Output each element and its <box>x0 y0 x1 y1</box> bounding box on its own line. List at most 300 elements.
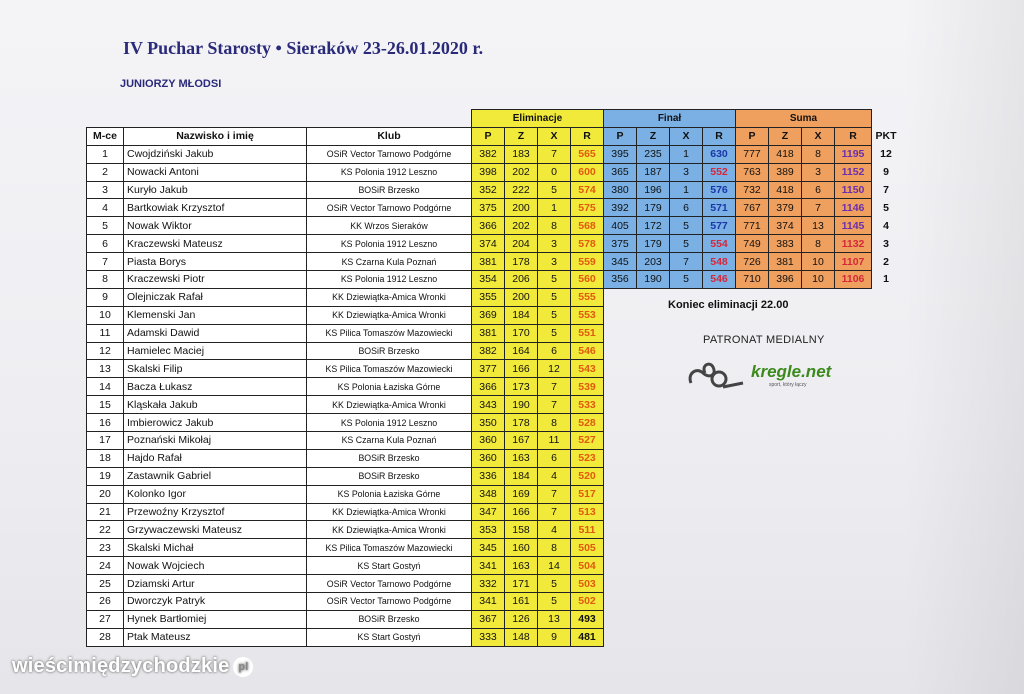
name-cell: Hajdo Rafał <box>124 449 307 467</box>
final-x-cell: 1 <box>670 145 703 163</box>
sum-p-cell: 710 <box>736 271 769 289</box>
sum-r-cell: 1146 <box>835 199 872 217</box>
elim-x-cell: 5 <box>538 306 571 324</box>
club-cell: KS Czarna Kula Poznań <box>307 432 472 450</box>
elim-p-cell: 341 <box>472 557 505 575</box>
place-cell: 26 <box>87 593 124 611</box>
elim-r-cell: 520 <box>571 467 604 485</box>
elim-x-cell: 7 <box>538 378 571 396</box>
elim-z-cell: 161 <box>505 593 538 611</box>
club-cell: KS Pilica Tomaszów Mazowiecki <box>307 539 472 557</box>
elim-x-cell: 5 <box>538 593 571 611</box>
sum-r-cell: 1107 <box>835 253 872 271</box>
page-shadow <box>904 0 1024 694</box>
elim-x-cell: 14 <box>538 557 571 575</box>
elim-z-cell: 206 <box>505 271 538 289</box>
sum-z-cell: 374 <box>769 217 802 235</box>
elim-z-cell: 190 <box>505 396 538 414</box>
place-cell: 7 <box>87 253 124 271</box>
elim-z-cell: 160 <box>505 539 538 557</box>
elim-r-cell: 551 <box>571 324 604 342</box>
place-cell: 9 <box>87 288 124 306</box>
elim-x-cell: 8 <box>538 217 571 235</box>
place-cell: 14 <box>87 378 124 396</box>
elim-p-cell: 348 <box>472 485 505 503</box>
sum-r-cell: 1150 <box>835 181 872 199</box>
club-cell: KS Polonia 1912 Leszno <box>307 271 472 289</box>
table-row <box>87 163 901 181</box>
elim-x-cell: 4 <box>538 467 571 485</box>
elim-x-cell: 1 <box>538 199 571 217</box>
col-final-r: R <box>703 127 736 145</box>
final-z-cell: 203 <box>637 253 670 271</box>
elim-x-cell: 5 <box>538 181 571 199</box>
name-cell: Bacza Łukasz <box>124 378 307 396</box>
name-cell: Imbierowicz Jakub <box>124 414 307 432</box>
col-elim-x: X <box>538 127 571 145</box>
col-final-x: X <box>670 127 703 145</box>
name-cell: Kolonko Igor <box>124 485 307 503</box>
col-club: Klub <box>307 127 472 145</box>
watermark-badge: pl <box>233 657 253 677</box>
club-cell: KS Polonia Łaziska Górne <box>307 485 472 503</box>
elim-r-cell: 560 <box>571 271 604 289</box>
elim-r-cell: 503 <box>571 575 604 593</box>
final-p-cell: 356 <box>604 271 637 289</box>
final-x-cell: 3 <box>670 163 703 181</box>
elim-x-cell: 6 <box>538 449 571 467</box>
name-cell: Dziamski Artur <box>124 575 307 593</box>
place-cell: 20 <box>87 485 124 503</box>
name-cell: Przewoźny Krzysztof <box>124 503 307 521</box>
watermark-text: wieścimiędzychodzkie <box>12 655 230 677</box>
elim-r-cell: 600 <box>571 163 604 181</box>
end-of-eliminations-note: Koniec eliminacji 22.00 <box>668 299 789 311</box>
elim-x-cell: 0 <box>538 163 571 181</box>
final-p-cell: 375 <box>604 235 637 253</box>
name-cell: Hynek Bartłomiej <box>124 610 307 628</box>
document-title: IV Puchar Starosty • Sieraków 23-26.01.2020 r. <box>123 38 484 58</box>
final-r-cell: 554 <box>703 235 736 253</box>
table-row <box>87 628 901 646</box>
name-cell: Klemenski Jan <box>124 306 307 324</box>
sum-p-cell: 749 <box>736 235 769 253</box>
club-cell: KS Start Gostyń <box>307 557 472 575</box>
col-elim-r: R <box>571 127 604 145</box>
club-cell: OSiR Vector Tarnowo Podgórne <box>307 575 472 593</box>
elim-x-cell: 11 <box>538 432 571 450</box>
elim-z-cell: 158 <box>505 521 538 539</box>
final-r-cell: 577 <box>703 217 736 235</box>
elim-p-cell: 381 <box>472 324 505 342</box>
final-z-cell: 179 <box>637 199 670 217</box>
elim-z-cell: 170 <box>505 324 538 342</box>
place-cell: 17 <box>87 432 124 450</box>
elim-p-cell: 382 <box>472 145 505 163</box>
elim-r-cell: 553 <box>571 306 604 324</box>
final-x-cell: 5 <box>670 271 703 289</box>
elim-z-cell: 200 <box>505 288 538 306</box>
elim-p-cell: 333 <box>472 628 505 646</box>
table-row <box>87 271 901 289</box>
elim-p-cell: 381 <box>472 253 505 271</box>
final-z-cell: 196 <box>637 181 670 199</box>
col-sum-x: X <box>802 127 835 145</box>
elim-x-cell: 5 <box>538 288 571 306</box>
elim-x-cell: 7 <box>538 503 571 521</box>
elim-r-cell: 493 <box>571 610 604 628</box>
place-cell: 10 <box>87 306 124 324</box>
name-cell: Kuryło Jakub <box>124 181 307 199</box>
elim-r-cell: 533 <box>571 396 604 414</box>
elim-r-cell: 559 <box>571 253 604 271</box>
sum-r-cell: 1195 <box>835 145 872 163</box>
final-x-cell: 6 <box>670 199 703 217</box>
final-r-cell: 576 <box>703 181 736 199</box>
bowling-pin-icon <box>690 364 743 387</box>
sum-z-cell: 389 <box>769 163 802 181</box>
table-row <box>87 467 901 485</box>
name-cell: Ptak Mateusz <box>124 628 307 646</box>
kregle-logo <box>683 353 863 395</box>
pkt-cell: 2 <box>883 255 889 268</box>
table-row <box>87 610 901 628</box>
name-cell: Nowak Wojciech <box>124 557 307 575</box>
place-cell: 15 <box>87 396 124 414</box>
final-x-cell: 5 <box>670 217 703 235</box>
group-header-row <box>87 110 901 128</box>
sum-r-cell: 1106 <box>835 271 872 289</box>
elim-p-cell: 347 <box>472 503 505 521</box>
place-cell: 11 <box>87 324 124 342</box>
place-cell: 18 <box>87 449 124 467</box>
elim-x-cell: 8 <box>538 539 571 557</box>
name-cell: Cwojdziński Jakub <box>124 145 307 163</box>
elim-x-cell: 7 <box>538 485 571 503</box>
final-r-cell: 571 <box>703 199 736 217</box>
table-row <box>87 485 901 503</box>
elim-p-cell: 355 <box>472 288 505 306</box>
pkt-cell: 9 <box>883 166 889 179</box>
final-r-cell: 548 <box>703 253 736 271</box>
sum-z-cell: 379 <box>769 199 802 217</box>
club-cell: KS Polonia 1912 Leszno <box>307 414 472 432</box>
place-cell: 4 <box>87 199 124 217</box>
elim-z-cell: 148 <box>505 628 538 646</box>
elim-x-cell: 5 <box>538 271 571 289</box>
sum-x-cell: 6 <box>802 181 835 199</box>
sum-z-cell: 381 <box>769 253 802 271</box>
elim-r-cell: 565 <box>571 145 604 163</box>
elim-p-cell: 332 <box>472 575 505 593</box>
sum-x-cell: 10 <box>802 253 835 271</box>
sum-p-cell: 732 <box>736 181 769 199</box>
col-sum-r: R <box>835 127 872 145</box>
sum-p-cell: 771 <box>736 217 769 235</box>
place-cell: 27 <box>87 610 124 628</box>
place-cell: 25 <box>87 575 124 593</box>
club-cell: KK Wrzos Sieraków <box>307 217 472 235</box>
elim-z-cell: 166 <box>505 503 538 521</box>
sum-z-cell: 418 <box>769 145 802 163</box>
elim-p-cell: 360 <box>472 432 505 450</box>
elim-x-cell: 5 <box>538 575 571 593</box>
final-p-cell: 345 <box>604 253 637 271</box>
place-cell: 13 <box>87 360 124 378</box>
sum-p-cell: 767 <box>736 199 769 217</box>
elim-x-cell: 7 <box>538 145 571 163</box>
club-cell: KK Dziewiątka-Amica Wronki <box>307 288 472 306</box>
elim-r-cell: 505 <box>571 539 604 557</box>
elim-p-cell: 377 <box>472 360 505 378</box>
club-cell: BOSiR Brzesko <box>307 610 472 628</box>
final-p-cell: 365 <box>604 163 637 181</box>
place-cell: 1 <box>87 145 124 163</box>
table-row <box>87 557 901 575</box>
col-sum-p: P <box>736 127 769 145</box>
elim-r-cell: 513 <box>571 503 604 521</box>
elim-r-cell: 511 <box>571 521 604 539</box>
final-p-cell: 380 <box>604 181 637 199</box>
elim-r-cell: 481 <box>571 628 604 646</box>
col-final-p: P <box>604 127 637 145</box>
place-cell: 5 <box>87 217 124 235</box>
place-cell: 6 <box>87 235 124 253</box>
name-cell: Grzywaczewski Mateusz <box>124 521 307 539</box>
elim-z-cell: 163 <box>505 557 538 575</box>
table-row <box>87 539 901 557</box>
table-row <box>87 593 901 611</box>
table-row <box>87 575 901 593</box>
pkt-cell: 5 <box>883 201 889 214</box>
elim-p-cell: 353 <box>472 521 505 539</box>
elim-z-cell: 167 <box>505 432 538 450</box>
elim-x-cell: 4 <box>538 521 571 539</box>
name-cell: Zastawnik Gabriel <box>124 467 307 485</box>
club-cell: OSiR Vector Tarnowo Podgórne <box>307 145 472 163</box>
col-place: M-ce <box>87 127 124 145</box>
pkt-cell: 7 <box>883 184 889 196</box>
elim-r-cell: 575 <box>571 199 604 217</box>
final-x-cell: 1 <box>670 181 703 199</box>
elim-z-cell: 166 <box>505 360 538 378</box>
club-cell: BOSiR Brzesko <box>307 342 472 360</box>
elim-z-cell: 178 <box>505 414 538 432</box>
club-cell: KS Polonia 1912 Leszno <box>307 163 472 181</box>
sum-x-cell: 8 <box>802 145 835 163</box>
watermark <box>12 655 253 678</box>
elim-r-cell: 578 <box>571 235 604 253</box>
pkt-cell: 3 <box>883 237 889 250</box>
column-header-row <box>87 127 901 145</box>
col-pkt: PKT <box>875 130 897 143</box>
elim-p-cell: 345 <box>472 539 505 557</box>
final-z-cell: 187 <box>637 163 670 181</box>
sum-p-cell: 726 <box>736 253 769 271</box>
place-cell: 23 <box>87 539 124 557</box>
elim-p-cell: 369 <box>472 306 505 324</box>
pkt-cell: 1 <box>883 273 889 286</box>
elim-z-cell: 202 <box>505 163 538 181</box>
elim-x-cell: 3 <box>538 235 571 253</box>
sum-r-cell: 1145 <box>835 217 872 235</box>
place-cell: 22 <box>87 521 124 539</box>
elim-z-cell: 204 <box>505 235 538 253</box>
name-cell: Poznański Mikołaj <box>124 432 307 450</box>
table-row <box>87 253 901 271</box>
final-z-cell: 179 <box>637 235 670 253</box>
elim-x-cell: 7 <box>538 396 571 414</box>
elim-z-cell: 183 <box>505 145 538 163</box>
sum-x-cell: 7 <box>802 199 835 217</box>
elim-z-cell: 164 <box>505 342 538 360</box>
elim-r-cell: 528 <box>571 414 604 432</box>
place-cell: 28 <box>87 628 124 646</box>
elim-x-cell: 13 <box>538 610 571 628</box>
col-final-z: Z <box>637 127 670 145</box>
place-cell: 16 <box>87 414 124 432</box>
elim-p-cell: 366 <box>472 378 505 396</box>
table-row <box>87 414 901 432</box>
elim-x-cell: 3 <box>538 253 571 271</box>
elim-x-cell: 9 <box>538 628 571 646</box>
place-cell: 12 <box>87 342 124 360</box>
table-row <box>87 235 901 253</box>
sum-p-cell: 777 <box>736 145 769 163</box>
elim-p-cell: 360 <box>472 449 505 467</box>
place-cell: 3 <box>87 181 124 199</box>
club-cell: OSiR Vector Tarnowo Podgórne <box>307 593 472 611</box>
sum-x-cell: 8 <box>802 235 835 253</box>
elim-p-cell: 350 <box>472 414 505 432</box>
club-cell: KS Pilica Tomaszów Mazowiecki <box>307 324 472 342</box>
sum-x-cell: 13 <box>802 217 835 235</box>
group-suma: Suma <box>736 110 872 128</box>
elim-p-cell: 382 <box>472 342 505 360</box>
club-cell: KK Dziewiątka-Amica Wronki <box>307 521 472 539</box>
elim-p-cell: 341 <box>472 593 505 611</box>
sum-z-cell: 418 <box>769 181 802 199</box>
elim-p-cell: 366 <box>472 217 505 235</box>
elim-z-cell: 126 <box>505 610 538 628</box>
table-row <box>87 449 901 467</box>
elim-p-cell: 336 <box>472 467 505 485</box>
elim-r-cell: 574 <box>571 181 604 199</box>
sum-z-cell: 396 <box>769 271 802 289</box>
elim-p-cell: 352 <box>472 181 505 199</box>
name-cell: Skalski Michał <box>124 539 307 557</box>
elim-x-cell: 5 <box>538 324 571 342</box>
final-p-cell: 392 <box>604 199 637 217</box>
table-row <box>87 432 901 450</box>
name-cell: Kląskała Jakub <box>124 396 307 414</box>
name-cell: Nowacki Antoni <box>124 163 307 181</box>
name-cell: Skalski Filip <box>124 360 307 378</box>
club-cell: BOSiR Brzesko <box>307 181 472 199</box>
elim-z-cell: 178 <box>505 253 538 271</box>
final-x-cell: 5 <box>670 235 703 253</box>
elim-r-cell: 546 <box>571 342 604 360</box>
name-cell: Kraczewski Mateusz <box>124 235 307 253</box>
elim-z-cell: 163 <box>505 449 538 467</box>
elim-r-cell: 517 <box>571 485 604 503</box>
elim-p-cell: 367 <box>472 610 505 628</box>
final-r-cell: 552 <box>703 163 736 181</box>
final-r-cell: 546 <box>703 271 736 289</box>
elim-x-cell: 6 <box>538 342 571 360</box>
elim-z-cell: 200 <box>505 199 538 217</box>
club-cell: KK Dziewiątka-Amica Wronki <box>307 306 472 324</box>
logo-tagline: sport, który łączy <box>769 382 807 388</box>
final-r-cell: 630 <box>703 145 736 163</box>
category-label: JUNIORZY MŁODSI <box>120 78 222 90</box>
final-z-cell: 172 <box>637 217 670 235</box>
elim-r-cell: 543 <box>571 360 604 378</box>
elim-x-cell: 8 <box>538 414 571 432</box>
elim-r-cell: 504 <box>571 557 604 575</box>
club-cell: KK Dziewiątka-Amica Wronki <box>307 503 472 521</box>
club-cell: KS Pilica Tomaszów Mazowiecki <box>307 360 472 378</box>
elim-r-cell: 523 <box>571 449 604 467</box>
group-final: Finał <box>604 110 736 128</box>
elim-z-cell: 173 <box>505 378 538 396</box>
col-name: Nazwisko i imię <box>124 127 307 145</box>
final-z-cell: 190 <box>637 271 670 289</box>
elim-p-cell: 398 <box>472 163 505 181</box>
name-cell: Hamielec Maciej <box>124 342 307 360</box>
club-cell: OSiR Vector Tarnowo Podgórne <box>307 199 472 217</box>
final-x-cell: 7 <box>670 253 703 271</box>
elim-r-cell: 555 <box>571 288 604 306</box>
table-row <box>87 199 901 217</box>
club-cell: KK Dziewiątka-Amica Wronki <box>307 396 472 414</box>
club-cell: KS Czarna Kula Poznań <box>307 253 472 271</box>
table-row <box>87 181 901 199</box>
col-elim-p: P <box>472 127 505 145</box>
col-elim-z: Z <box>505 127 538 145</box>
sum-x-cell: 10 <box>802 271 835 289</box>
elim-r-cell: 568 <box>571 217 604 235</box>
table-row <box>87 145 901 163</box>
elim-p-cell: 354 <box>472 271 505 289</box>
club-cell: BOSiR Brzesko <box>307 467 472 485</box>
elim-z-cell: 202 <box>505 217 538 235</box>
place-cell: 24 <box>87 557 124 575</box>
elim-z-cell: 171 <box>505 575 538 593</box>
final-p-cell: 405 <box>604 217 637 235</box>
name-cell: Bartkowiak Krzysztof <box>124 199 307 217</box>
table-row <box>87 503 901 521</box>
elim-p-cell: 374 <box>472 235 505 253</box>
elim-r-cell: 539 <box>571 378 604 396</box>
elim-p-cell: 375 <box>472 199 505 217</box>
sum-z-cell: 383 <box>769 235 802 253</box>
pkt-cell: 4 <box>883 219 889 232</box>
place-cell: 8 <box>87 271 124 289</box>
name-cell: Dworczyk Patryk <box>124 593 307 611</box>
final-p-cell: 395 <box>604 145 637 163</box>
group-eliminacje: Eliminacje <box>472 110 604 128</box>
table-row <box>87 396 901 414</box>
logo-text: kregle.net <box>751 362 832 381</box>
club-cell: KS Polonia Łaziska Górne <box>307 378 472 396</box>
name-cell: Nowak Wiktor <box>124 217 307 235</box>
table-row <box>87 521 901 539</box>
elim-z-cell: 222 <box>505 181 538 199</box>
elim-p-cell: 343 <box>472 396 505 414</box>
name-cell: Olejniczak Rafał <box>124 288 307 306</box>
name-cell: Adamski Dawid <box>124 324 307 342</box>
